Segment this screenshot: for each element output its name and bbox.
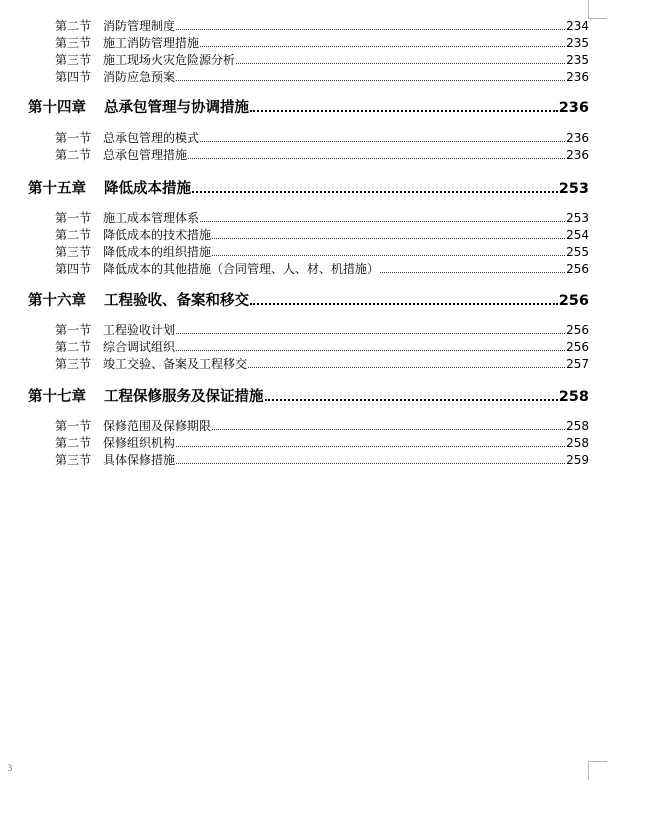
toc-entry-number: 第二节 [55, 228, 92, 242]
toc-entry-number: 第十五章 [28, 181, 86, 197]
toc-entry-page: 256 [558, 293, 589, 309]
toc-entry-number: 第三节 [55, 453, 92, 467]
toc-section-entry[interactable] [55, 260, 589, 276]
toc-chapter-entry[interactable] [28, 96, 589, 116]
toc-entry-page: 258 [558, 389, 589, 405]
toc-entry-title: 降低成本的其他措施（合同管理、人、材、机措施） [103, 262, 380, 276]
dot-leader [248, 367, 565, 368]
dot-leader [200, 141, 565, 142]
toc-entry-page: 259 [566, 453, 589, 467]
toc-entry-number: 第一节 [55, 131, 92, 145]
toc-section-entry[interactable] [55, 451, 589, 467]
toc-entry-title: 消防应急预案 [103, 70, 176, 84]
toc-entry-page: 257 [566, 357, 589, 371]
toc-entry-page: 255 [566, 245, 589, 259]
dot-leader [176, 333, 565, 334]
toc-chapter-entry[interactable] [28, 177, 589, 197]
toc-entry-page: 256 [566, 262, 589, 276]
toc-section-entry[interactable] [55, 34, 589, 50]
toc-entry-page: 256 [566, 340, 589, 354]
toc-entry-page: 234 [566, 19, 589, 33]
dot-leader [192, 191, 558, 193]
dot-leader [176, 80, 565, 81]
dot-leader [200, 46, 565, 47]
toc-entry-title: 施工消防管理措施 [103, 36, 200, 50]
toc-entry-number: 第二节 [55, 19, 92, 33]
toc-entry-number: 第一节 [55, 323, 92, 337]
toc-section-entry[interactable] [55, 226, 589, 242]
toc-chapter-entry[interactable] [28, 289, 589, 309]
toc-section-entry[interactable] [55, 51, 589, 67]
toc-entry-title: 降低成本的组织措施 [103, 245, 212, 259]
toc-entry-title: 保修组织机构 [103, 436, 176, 450]
toc-section-entry[interactable] [55, 129, 589, 145]
toc-section-entry[interactable] [55, 146, 589, 162]
dot-leader [212, 238, 565, 239]
toc-entry-title: 工程保修服务及保证措施 [104, 389, 264, 405]
toc-section-entry[interactable] [55, 68, 589, 84]
toc-section-entry[interactable] [55, 338, 589, 354]
dot-leader [176, 29, 565, 30]
toc-section-entry[interactable] [55, 321, 589, 337]
toc-entry-title: 消防管理制度 [103, 19, 176, 33]
toc-entry-title: 保修范围及保修期限 [103, 419, 212, 433]
toc-entry-page: 236 [566, 70, 589, 84]
toc-entry-number: 第十七章 [28, 389, 86, 405]
toc-entry-title: 总承包管理措施 [103, 148, 188, 162]
toc-section-entry[interactable] [55, 417, 589, 433]
toc-entry-page: 235 [566, 36, 589, 50]
dot-leader [176, 446, 565, 447]
dot-leader [176, 350, 565, 351]
toc-entry-page: 236 [558, 100, 589, 116]
toc-entry-page: 254 [566, 228, 589, 242]
crop-mark-bottom-right [588, 761, 607, 780]
toc-entry-title: 总承包管理与协调措施 [104, 100, 249, 116]
toc-entry-page: 258 [566, 436, 589, 450]
toc-entry-number: 第十四章 [28, 100, 86, 116]
dot-leader [212, 429, 565, 430]
toc-entry-number: 第十六章 [28, 293, 86, 309]
toc-section-entry[interactable] [55, 434, 589, 450]
page-number: 3 [7, 764, 13, 774]
toc-entry-title: 工程验收、备案和移交 [104, 293, 249, 309]
toc-entry-title: 综合调试组织 [103, 340, 176, 354]
toc-entry-number: 第四节 [55, 70, 92, 84]
crop-mark-top-right [588, 0, 607, 19]
toc-entry-title: 竣工交验、备案及工程移交 [103, 357, 248, 371]
toc-entry-number: 第三节 [55, 245, 92, 259]
dot-leader [236, 63, 565, 64]
toc-entry-page: 236 [566, 148, 589, 162]
dot-leader [188, 158, 565, 159]
toc-section-entry[interactable] [55, 209, 589, 225]
toc-entry-title: 施工成本管理体系 [103, 211, 200, 225]
toc-entry-page: 258 [566, 419, 589, 433]
toc-entry-title: 总承包管理的模式 [103, 131, 200, 145]
toc-entry-number: 第二节 [55, 148, 92, 162]
toc-section-entry[interactable] [55, 17, 589, 33]
toc-entry-title: 工程验收计划 [103, 323, 176, 337]
toc-chapter-entry[interactable] [28, 385, 589, 405]
toc-entry-number: 第二节 [55, 436, 92, 450]
toc-entry-number: 第三节 [55, 357, 92, 371]
toc-entry-page: 253 [566, 211, 589, 225]
toc-section-entry[interactable] [55, 243, 589, 259]
toc-entry-title: 具体保修措施 [103, 453, 176, 467]
toc-entry-number: 第一节 [55, 211, 92, 225]
toc-entry-page: 235 [566, 53, 589, 67]
toc-entry-number: 第二节 [55, 340, 92, 354]
dot-leader [200, 221, 565, 222]
toc-entry-page: 253 [558, 181, 589, 197]
toc-entry-title: 降低成本的技术措施 [103, 228, 212, 242]
toc-entry-number: 第一节 [55, 419, 92, 433]
toc-entry-page: 236 [566, 131, 589, 145]
dot-leader [265, 399, 558, 401]
dot-leader [380, 272, 565, 273]
toc-entry-number: 第四节 [55, 262, 92, 276]
toc-entry-number: 第三节 [55, 36, 92, 50]
toc-entry-title: 施工现场火灾危险源分析 [103, 53, 236, 67]
toc-entry-number: 第三节 [55, 53, 92, 67]
toc-entry-page: 256 [566, 323, 589, 337]
toc-section-entry[interactable] [55, 355, 589, 371]
dot-leader [212, 255, 565, 256]
toc-entry-title: 降低成本措施 [104, 181, 191, 197]
dot-leader [176, 463, 565, 464]
dot-leader [250, 110, 558, 112]
dot-leader [250, 303, 558, 305]
